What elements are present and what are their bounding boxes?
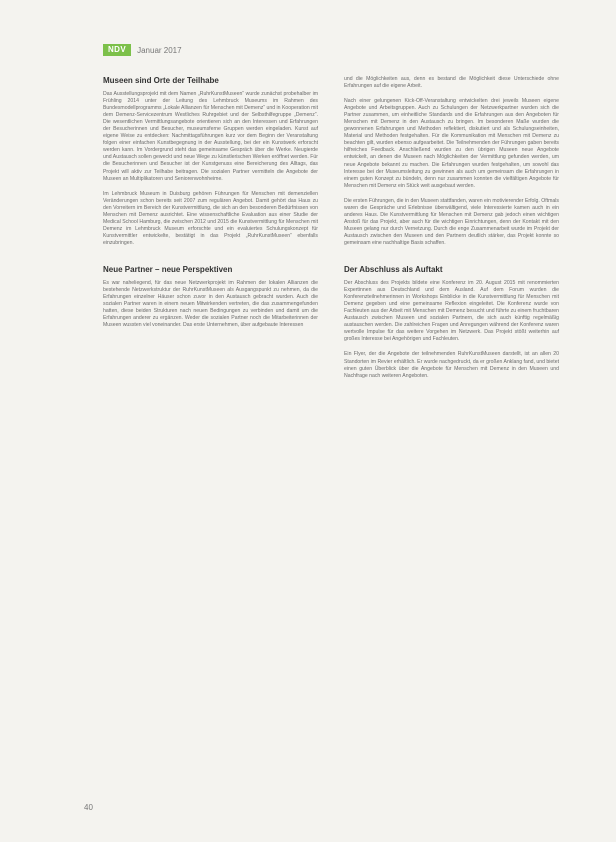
page-number: 40 bbox=[84, 803, 93, 812]
paragraph: Im Lehmbruck Museum in Duisburg gehören Führungen für Menschen mit demenziellen Veränderungen schon bereits seit 2007 zum regulären Angebot. Damit gehört das Haus zu den Vorreitern im Bereich der Kunstvermittlung, die sich an den besonderen Bedürfnissen von Menschen mit Demenz ausrichtet. Eine wissenschaftliche Evaluation aus einer Studie der Medical School Hamburg, die zwischen 2012 und 2015 die Kunstvermittlung für Menschen mit Demenz im Lehmbruck Museum erforschte und ein evaluiertes Schulungskonzept für Kunstvermittler entwickelte, bestätigt in das Projekt „RuhrKunstMuseen“ ebenfalls einzubringen. bbox=[103, 190, 318, 246]
right-column bbox=[344, 76, 559, 388]
paragraph: und die Möglichkeiten aus, denn es bestand die Möglichkeit diese Unterschiede ohne Erfahrungen auf die eigene Arbeit. bbox=[344, 76, 559, 90]
section-heading: Neue Partner – neue Perspektiven bbox=[103, 264, 233, 274]
paragraph: Der Abschluss des Projekts bildete eine Konferenz im 20. August 2015 mit renommierten Expertinnen aus Deutschland und dem Ausland. Auf dem Forum wurden die Konferenzteilnehmerinnen in Workshops Einblicke in die Kunstvermittlung für Menschen mit Demenz gegeben und eine gemeinsame Reflexion eingeleitet. Die Konferenz wurde von Fachleuten aus der Arbeit mit Menschen mit Demenz besucht und führte zu einem fruchtbaren Austausch zwischen Museen und sozialen Partnern, die sich auch künftig regelmäßig austauschen werden. Die zahlreichen Fragen und Anregungen während der Konferenz waren wertvolle Impulse für das weitere Vorgehen im Netzwerk. Das Projekt stößt weiterhin auf großes Interesse bei Angehörigen und Fachleuten. bbox=[344, 280, 559, 343]
paragraph: Nach einer gelungenen Kick-Off-Veranstaltung entwickelten drei jeweils Museen eigene Angebote und Arbeitsgruppen. Auch zu Schulungen der Netzwerkpartner wurden sich die Partner zusammen, um einheitliche Standards und die Erfahrungen aus den Angeboten für Menschen mit Demenz in den Austausch zu bringen. Im besonderen Maße wurden die gewonnenen Erfahrungen und Methoden reflektiert, diskutiert und als Schulungseinheiten, Material und Methoden festgehalten. Für die Kommunikation mit Menschen mit Demenz zu beachten gilt, wurden ebenso aufgearbeitet. Die Teilnehmenden der Führungen gaben bereits hilfreiches Feedback. Anschließend wurden zu den übrigen Museen neue Angebote entwickelt, an denen die Museen nach Möglichkeiten der Vermittlung gefunden werden, um neue Angebote bekannt zu machen. Die Erfahrungen wurden festgehalten, um sowohl das Interesse bei der Museumsleitung zu gewinnen als auch um gemeinsam die Erfahrungen in einem guten Konzept zu bündeln, denn nur zusammen konnten die vielfältigen Angebote für Menschen mit Demenz ein Stück weit ausgebaut werden. bbox=[344, 98, 559, 189]
section-heading: Museen sind Orte der Teilhabe bbox=[103, 76, 219, 85]
paragraph: Es war naheliegend, für das neue Netzwerkprojekt im Rahmen der lokalen Allianzen die bestehende Netzwerkstruktur der RuhrKunstMuseen als Ausgangspunkt zu nehmen, da die Erfahrungen einzelner Häuser schon zuvor in den Austausch gebracht wurden. Auch die sozialen Partner waren in einem neuen Mitwirkenden vertreten, die das zusammengefunden hatten, diese beiden Strukturen nach neuen Bedingungen zu verbinden und damit um die Erfahrungen anderer zu ergänzen. Weder die sozialen Partner noch die Mitarbeiterinnen der Museen wussten viel voneinander. Das erste Unternehmen, über aufgebaute Interessen bbox=[103, 279, 318, 329]
publication-badge: NDV bbox=[103, 44, 131, 56]
issue-date: Januar 2017 bbox=[137, 45, 182, 55]
paragraph: Ein Flyer, der die Angebote der teilnehmenden RuhrKunstMuseen darstellt, ist an allen 20 Standorten im Revier erhältlich. Er wurde nachgedruckt, da er großen Anklang fand, und bietet einen guten Überblick über die Angebote für Menschen mit Demenz in den Museen und Nachfrage nach weiteren Angeboten. bbox=[344, 351, 559, 379]
paragraph: Die ersten Führungen, die in den Museen stattfanden, waren ein motivierender Erfolg. Oftmals waren die Gespräche und Erlebnisse überwältigend, viele Interessierte kamen auch in ein anderes Haus. Die Kunstvermittlung für Menschen mit Demenz gab jedoch einen wichtigen Anstoß für das Projekt, aber auch für die wichtigen Einrichtungen, denn der Kontakt mit den Museen gelang nur durch Vernetzung. Durch die enge Zusammenarbeit wurde im Projekt der Austausch zwischen den Museen und den Partnern deutlich stärker, das Projekt konnte so gemeinsam eine nachhaltige Basis schaffen. bbox=[344, 197, 559, 246]
page-header bbox=[103, 44, 182, 56]
left-column bbox=[103, 76, 318, 337]
section-heading: Der Abschluss als Auftakt bbox=[344, 265, 443, 275]
paragraph: Das Ausstellungsprojekt mit dem Namen „RuhrKunstMuseen“ wurde zunächst probehalber im Frühling 2014 unter der Leitung des Lehmbruck Museums im Rahmen des Bundesmodellprogramms „Lokale Allianzen für Menschen mit Demenz“ und in Kooperation mit dem Demenz-Servicezentrum Westliches Ruhrgebiet und der Selbsthilfegruppe „Demenz“. Die wesentlichen Vermittlungsangebote orientieren sich an den Interessen und Erfahrungen der Besucherinnen und Besucher, museumsferne Gruppen werden eingeladen. Kunst auf eigene Weise zu entdecken: Nachmittagsführungen kurz vor dem Beginn der Veranstaltung folgen einer einfachen Kunstbegegnung in der Ausstellung, bei der ein Kunstwerk erforscht werden kann. Im Vordergrund steht das gemeinsame Gespräch über die Werke. Neugierde und Austausch sollen geweckt und neue Wege zu künstlerischen Werken eröffnet werden. Für die Besucherinnen und Besucher ist der Kunstgenuss eine Bereicherung des Alltags, das Projekt will aktiv zur Teilhabe beitragen. Die sozialen Partner vermitteln die Angebote der Museen an Multiplikatoren und Seniorenwohnheime. bbox=[103, 91, 318, 182]
